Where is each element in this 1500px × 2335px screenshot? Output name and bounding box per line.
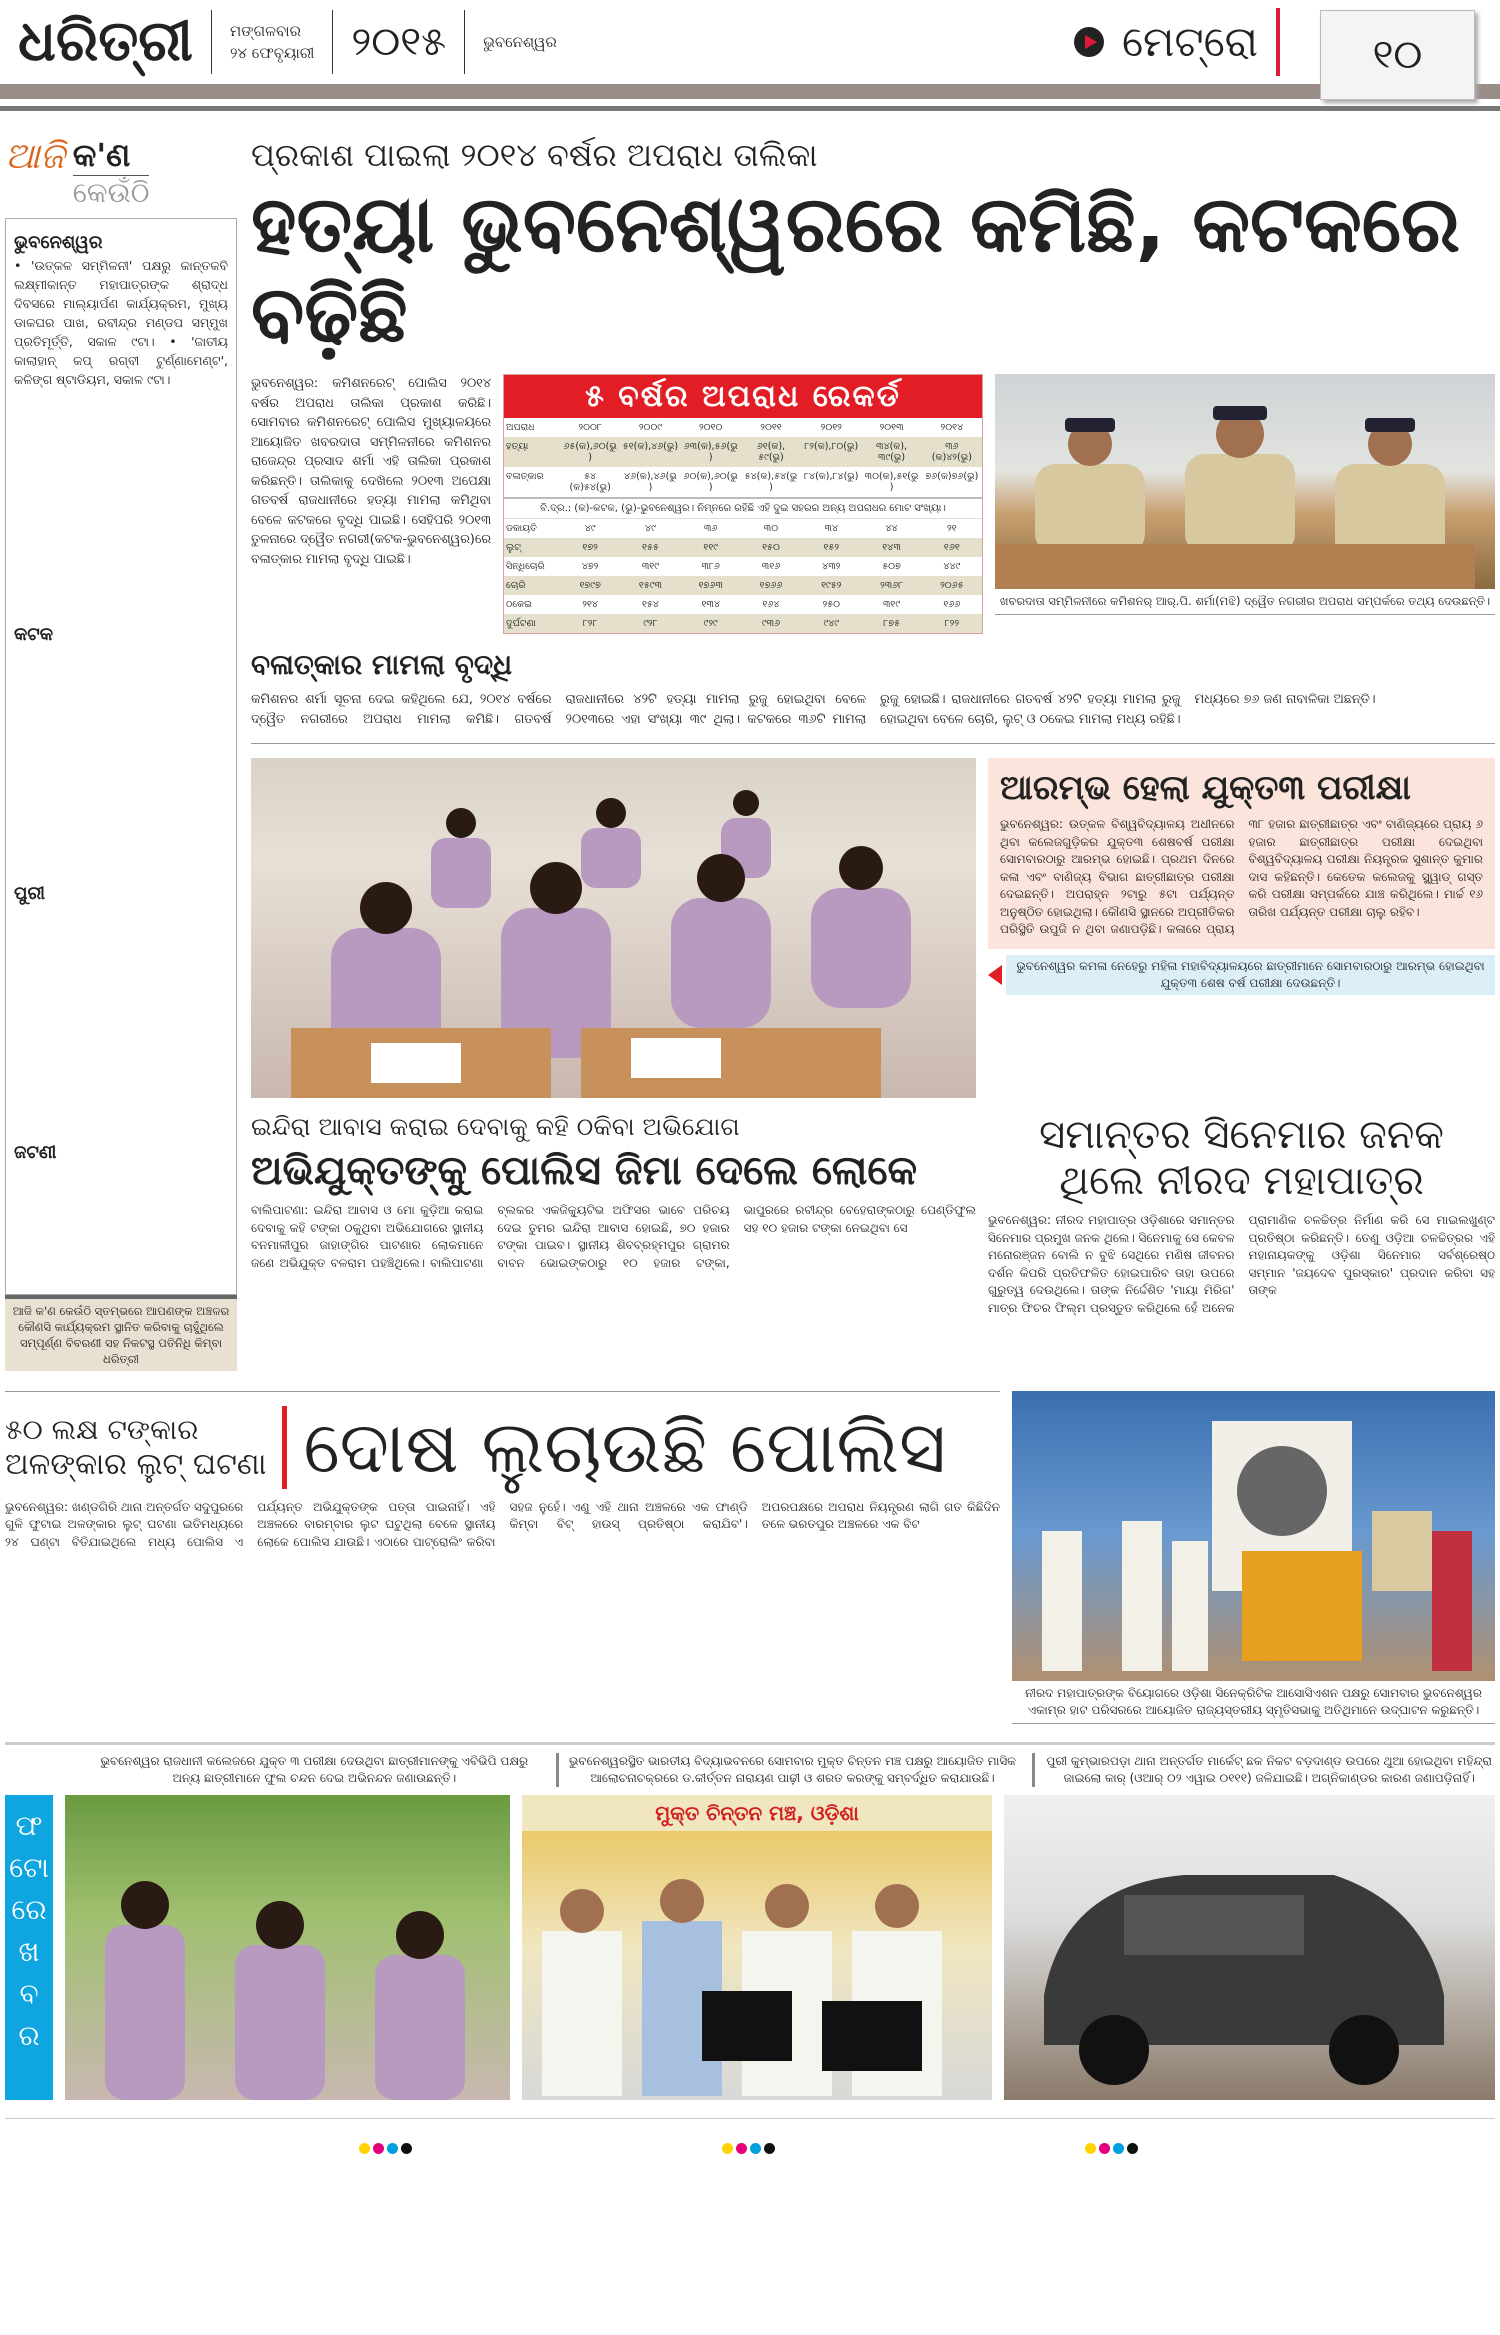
color-registration-row (5, 2118, 1495, 2178)
table-row (504, 595, 982, 614)
crime-subhead: ବଳାତ୍କାର ମାମଲା ବୃଦ୍ଧି (251, 648, 513, 682)
table-cell: ୨୦୦୯ (638, 422, 663, 434)
photo-caption-1: ଭୁବନେଶ୍ୱର ରାଜଧାନୀ କଲେଜରେ ଯୁକ୍ତ ୩ ପରୀକ୍ଷା ଦେଉଥିବା ଛାତ୍ରୀମାନଙ୍କୁ ଏବିଭିପି ପକ୍ଷରୁ ଅନ୍ୟ ଛାତ୍ରୀମାନେ ଫୁଲ ଚନ୍ଦନ ଦେଇ ଅଭିନନ୍ଦନ ଜଣାଉଛନ୍ତି। (100, 1754, 529, 1785)
table-cell: ୧୧୯ (681, 538, 741, 557)
exam-photo-caption: ଭୁବନେଶ୍ୱର କମଳା ନେହେରୁ ମହିଳା ମହାବିଦ୍ୟାଳୟରେ ଛାତ୍ରୀମାନେ ସୋମବାରଠାରୁ ଆରମ୍ଭ ହୋଇଥିବା ଯୁକ୍ତ୩ ଶେଷ ବର୍ଷ ପରୀକ୍ଷା ଦେଉଛନ୍ତି। (1006, 955, 1495, 995)
cinema-headline-line2: ଥିଲେ ନୀରଦ ମହାପାତ୍ର (1059, 1158, 1424, 1205)
issue-year: ୨୦୧୫ (351, 19, 447, 65)
table-cell: ୬୩(କ),୫୬(ଭୁ) (681, 437, 741, 467)
masthead-bar (0, 84, 1500, 99)
table-cell: ୬୫(କ),୬୦(ଭୁ) (560, 437, 620, 467)
table-bottom (504, 519, 982, 633)
table-cell: ୧୫୪ (641, 599, 659, 611)
table-cell: ୪୭୨ (581, 561, 599, 573)
table-cell: ୨୦୧୨ (820, 422, 842, 434)
table-cell: ୨୫୦ (822, 599, 841, 611)
events-column (5, 136, 237, 1371)
awas-cinema-row (251, 1112, 1495, 1317)
table-title: ୫ ବର୍ଷର ଅପରାଧ ରେକର୍ଡ (504, 375, 982, 418)
events-city: ଜଟଣୀ (14, 1142, 57, 1163)
table-cell: ୨୦୧୩ (879, 422, 904, 434)
play-icon (1074, 27, 1104, 57)
events-city: ଭୁବନେଶ୍ୱର (14, 232, 103, 253)
table-cell: ୧୫୨ (801, 538, 861, 557)
events-list (5, 218, 237, 1295)
divider (282, 1406, 287, 1489)
page-number: ୧୦ (1372, 32, 1423, 78)
table-cell: ୩୪(କ), ୩୯(ଭୁ) (861, 437, 921, 467)
table-cell: ୫୪ (କ)୫୪(ଭୁ) (569, 471, 611, 494)
table-cell: ୯୨୯ (681, 614, 741, 633)
issue-date-text: ୨୪ ଫେବୃୟାରୀ (229, 44, 315, 62)
burnt-car-photo (1004, 1795, 1495, 2100)
table-cell: ୮୨(କ),୮୦(ଭୁ) (801, 437, 861, 467)
divider (332, 10, 333, 74)
section-title: ମେଟ୍ରୋ (1122, 17, 1258, 66)
label-char: ଖ (18, 1935, 40, 1968)
events-city: ପୁରୀ (14, 883, 46, 904)
color-registration-dots (722, 2139, 778, 2158)
table-cell: ୬୦(କ),୬୦(ଭୁ) (683, 471, 738, 494)
newspaper-logo: ଧରିତ୍ରୀ (18, 9, 193, 74)
table-cell: ୨୧ (947, 523, 957, 535)
police-officers-illustration (995, 374, 1475, 589)
cinema-story (988, 1112, 1495, 1317)
table-cell: ୫୧(କ),୪୬(ଭୁ) (620, 437, 680, 467)
cinema-headline-line1: ସମାନ୍ତର ସିନେମାର ଜନକ (1039, 1112, 1444, 1159)
table-cell: ଅପରାଧ (506, 422, 535, 434)
color-registration-dots (359, 2139, 415, 2158)
table-cell: ଡକାୟତି (506, 523, 537, 535)
table-row (504, 614, 982, 633)
label-char: ଟୋ (9, 1851, 49, 1884)
loot-row (0, 1371, 1500, 1724)
table-cell: ୩୪ (824, 523, 839, 535)
table-cell: ଲୁଟ୍ (504, 538, 560, 557)
table-cell: ୧୬୪ (762, 599, 780, 611)
exam-story-box (988, 758, 1495, 949)
table-cell: ୪୯ (584, 523, 596, 535)
exam-row (251, 758, 1495, 1098)
crime-body (251, 690, 1495, 729)
burnt-car-illustration (1004, 1795, 1454, 2100)
table-cell: ୩୬ (703, 523, 718, 535)
table-cell: ୪୪ (885, 523, 898, 535)
issue-day: ମଙ୍ଗଳବାର (229, 22, 301, 40)
table-cell: ୧୬୬ (943, 599, 961, 611)
events-note: ଆଜି କ'ଣ କେଉଁଠି ସ୍ତମ୍ଭରେ ଆପଣଙ୍କ ଅଞ୍ଚଳର କୌଣସି କାର୍ଯ୍ୟକ୍ରମ ସ୍ଥାନିତ କରିବାକୁ ଚାହୁଁଥିଲେ ସମ୍ପୂର୍ଣ୍ଣ ବିବରଣୀ ସହ ନିକଟସ୍ଥ ପତିନିଧି କିମ୍ବା ଧରିତ୍ରୀ (5, 1295, 237, 1371)
table-cell: ୮୨୮ (560, 614, 620, 633)
events-title (73, 136, 150, 210)
cinema-body: ଭୁବନେଶ୍ୱର: ନୀରଦ ମହାପାତ୍ର ଓଡ଼ିଶାରେ ସମାନ୍ତର ସିନେମାର ପ୍ରମୁଖ ଜନକ ଥିଲେ। ସିନେମାକୁ ସେ କେବଳ ମନୋରଞ୍ଜନ ବୋଲି ନ ବୁଝି ସେଥିରେ ମଣିଷ ଜୀବନର ଦର୍ଶନ କିପରି ପ୍ରତିଫଳିତ ହୋଇପାରିବ ତାହା ଉପରେ ଗୁରୁତ୍ୱ ଦେଉଥିଲେ। ତାଙ୍କ ନିର୍ଦ୍ଦେଶିତ 'ମାୟା ମିରିଗ' ମାତ୍ର ଫିଚର ଫିଲ୍ମ ପ୍ରସ୍ତୁତ କରିଥିଲେ ହେଁ ଅନେକ ପ୍ରାମାଣିକ ଚଳଚ୍ଚିତ୍ର ନିର୍ମାଣ କରି ସେ ମାଇଲଖୁଣ୍ଟ ପ୍ରତିଷ୍ଠା କରିଛନ୍ତି। ତେଣୁ ଓଡ଼ିଆ ଚଳଚ୍ଚିତ୍ରର ଏହି ମହାନାୟକଙ୍କୁ ଓଡ଼ିଶା ସିନେମାର ସର୍ବଶ୍ରେଷ୍ଠ ସମ୍ମାନ 'ଜୟଦେବ ପୁରସ୍କାର' ପ୍ରଦାନ କରିବା ସହ ତାଙ୍କ (988, 1213, 1495, 1315)
crime-row (251, 374, 1495, 634)
photo-report-images (5, 1795, 1495, 2100)
memorial-photo-caption: ନୀରଦ ମହାପାତ୍ରଙ୍କ ବିୟୋଗରେ ଓଡ଼ିଶା ସିନେକ୍ରିଟିକ ଆସୋସିଏଶନ ପକ୍ଷରୁ ସୋମବାର ଭୁବନେଶ୍ୱର ଏକାମ୍ର ହାଟ ପରିସରରେ ଆୟୋଜିତ ରାଜ୍ୟସ୍ତରୀୟ ସ୍ମୃତିସଭାକୁ ଅତିଥିମାନେ ଉଦ୍‌ଘାଟନ କରୁଛନ୍ତି। (1012, 1681, 1495, 1724)
color-registration-dots (1085, 2139, 1141, 2158)
crime-record-table (503, 374, 983, 634)
photo-caption-2: ଭୁବନେଶ୍ୱରସ୍ଥିତ ଭାରତୀୟ ବିଦ୍ୟାଭବନରେ ସୋମବାର ମୁକ୍ତ ଚିନ୍ତନ ମଞ୍ଚ ପକ୍ଷରୁ ଆୟୋଜିତ ମାସିକ ଆଲୋଚନାଚକ୍ରରେ ଡ.କୀର୍ତ୍ତନ ନାରାୟଣ ପାଢ଼ୀ ଓ ଶରତ କରଙ୍କୁ ସମ୍ବର୍ଦ୍ଧିତ କରାଯାଉଛି। (556, 1753, 1019, 1787)
awas-body: ବାଲିପାଟଣା: ଇନ୍ଦିରା ଆବାସ ଓ ମୋ କୁଡ଼ିଆ କରାଇ ଦେବାକୁ କହି ଟଙ୍କା ଠକୁଥିବା ଅଭିଯୋଗରେ ସ୍ଥାନୀୟ ବନମାଳୀପୁର ଜାହାଙ୍ଗିର ପାଟଣାର ଲୋକମାନେ ଜଣେ ଅଭିଯୁକ୍ତ ବଳରାମ ପହଞ୍ଚିଥିଲେ। ବାଲିପାଟଣା ବ୍ଲକର ଏକଜିକ୍ୟୁଟିଭ ଅଫିସର ଭାବେ ପରିଚୟ ଦେଇ ତୁମର ଇନ୍ଦିରା ଆବାସ ହୋଇଛି, ୭୦ ହଜାର ଟଙ୍କା ପାଇବ। ସ୍ଥାନୀୟ ଶିବବ୍ରହ୍ମପୁର ଗ୍ରାମର ବାବନ ଭୋଇଙ୍କଠାରୁ ୧୦ ହଜାର ଟଙ୍କା, ଭାପୁରରେ ରବୀନ୍ଦ୍ର ବେହେରାଙ୍କଠାରୁ ପେଣ୍ଡିଫୁଲ ସହ ୧୦ ହଜାର ଟଙ୍କା ନେଇଥିବା ସେ (251, 1203, 976, 1270)
table-row (504, 576, 982, 595)
table-row (504, 467, 982, 497)
table-cell: ୮୪(କ),୮୪(ଭୁ) (804, 471, 859, 483)
loot-body: ଭୁବନେଶ୍ୱର: ଖଣ୍ଡଗିରି ଥାନା ଅନ୍ତର୍ଗତ ସଦୁପୁରରେ ଗୁଳି ଫୁଟାଇ ଅଳଙ୍କାର ଲୁଟ୍ ଘଟଣା ଇତିମଧ୍ୟରେ ୨୪ ଘଣ୍ଟା ବିତିଯାଇଥିଲେ ମଧ୍ୟ ପୋଲିସ ଏ ପର୍ଯ୍ୟନ୍ତ ଅଭିଯୁକ୍ତଙ୍କ ପତ୍ତା ପାଇନାହିଁ। ଏହି ଅଞ୍ଚଳରେ ବାରମ୍ବାର ଲୁଟ ଘଟୁଥିଲା ବେଳେ ସ୍ଥାନୀୟ ଲୋକେ ପୋଲିସ ଯାଉଛି। ଏଠାରେ ପାଟ୍ରୋଲିଂ କରିବା ସହଜ ନୁହେଁ। ଏଣୁ ଏହି ଥାନା ଅଞ୍ଚଳରେ ଏକ ଫାଣ୍ଡି କିମ୍ବା ବିଟ୍ ହାଉସ୍ ପ୍ରତିଷ୍ଠା କରାଯିବ'। ଅପରପକ୍ଷରେ ଅପରାଧ ନିୟନ୍ତ୍ରଣ ଲାଗି ଗତ କିଛିଦିନ ତଳେ ଭରତପୁର ଅଞ୍ଚଳରେ ଏକ ବିଟ (5, 1499, 1000, 1549)
press-photo-caption: ଖବରଦାତା ସମ୍ମିଳନୀରେ କମିଶନର୍ ଆର୍.ପି. ଶର୍ମା(ମଝି) ଦ୍ୱୈତ ନଗରୀର ଅପରାଧ ସମ୍ପର୍କରେ ତଥ୍ୟ ଦେଉଛନ୍ତି। (995, 589, 1495, 615)
photo-report (0, 1724, 1500, 2178)
crime-lead: ଭୁବନେଶ୍ୱର: କମିଶନରେଟ୍ ପୋଲିସ ୨୦୧୪ ବର୍ଷର ଅପରାଧ ତାଲିକା ପ୍ରକାଶ କରିଛି। ସୋମବାର କମିଶନରେଟ୍ ପୋଲିସ ମୁଖ୍ୟାଳୟରେ ଆୟୋଜିତ ଖବରଦାତା ସମ୍ମିଳନୀରେ କମିଶନର ରାଜେନ୍ଦ୍ର ପ୍ରସାଦ ଶର୍ମା ଏହି ତାଲିକା ପ୍ରକାଶ କରିଛନ୍ତି। ତାଲିକାକୁ ଦେଖିଲେ ୨୦୧୩ ଅପେକ୍ଷା ଗତବର୍ଷ ରାଜଧାନୀରେ ହତ୍ୟା ମାମଲା କମିଥିବା ବେଳେ କଟକରେ ବୃଦ୍ଧି ପାଇଛି। ସେହିପରି ୨୦୧୩ ତୁଳନାରେ ଦ୍ୱୈତ ନଗରୀ(କଟକ-ଭୁବନେଶ୍ୱର)ରେ ବଳାତ୍କାର ମାମଲା ବୃଦ୍ଧି ପାଇଛି। (251, 376, 491, 567)
table-cell: ଠକେଇ (506, 599, 533, 611)
table-cell: ୧୭୬୩ (681, 576, 741, 595)
felicitation-photo (522, 1795, 992, 2100)
divider (464, 10, 465, 74)
table-cell: ୯୪୯ (801, 614, 861, 633)
label-char: ର (18, 2019, 40, 2052)
exam-headline: ଆରମ୍ଭ ହେଲା ଯୁକ୍ତ୩ ପରୀକ୍ଷା (1000, 768, 1411, 809)
table-cell: ୧୭୯୭ (560, 576, 620, 595)
events-label-kenthi: କେଉଁଠି (72, 176, 150, 209)
exam-caption-row (988, 955, 1495, 995)
masthead (0, 0, 1500, 118)
loot-kicker-2: ଅଳଙ୍କାର ଲୁଟ୍ ଘଟଣା (5, 1446, 267, 1482)
page-number-badge (1320, 10, 1475, 100)
awas-story (251, 1112, 976, 1272)
loot-headline: ଦୋଷ ଲୁଚାଉଛି ପୋଲିସ (303, 1405, 946, 1489)
table-top (504, 418, 982, 497)
loot-kicker-1: ୫୦ ଲକ୍ଷ ଟଙ୍କାର (5, 1412, 199, 1446)
events-label-aaji: ଆଜି (5, 136, 65, 177)
table-row (504, 538, 982, 557)
edition-city: ଭୁବନେଶ୍ୱର (483, 33, 557, 51)
events-text: • 'ଉତ୍କଳ ସମ୍ମିଳନୀ' ପକ୍ଷରୁ କାନ୍ତକବି ଲକ୍ଷ୍ମୀକାନ୍ତ ମହାପାତ୍ରଙ୍କ ଶ୍ରାଦ୍ଧ ଦିବସରେ ମାଲ୍ୟାର୍ପଣ କାର୍ଯ୍ୟକ୍ରମ, ମୁଖ୍ୟ ଡାକଘର ପାଖ, ରବୀନ୍ଦ୍ର ମଣ୍ଡପ ସମ୍ମୁଖ ପ୍ରତିମୂର୍ତ୍ତି, ସକାଳ ୯ଟା। • 'ଜାତୀୟ କାଲାହାନ୍ କପ୍ ରଗ୍‌ବୀ ଟୁର୍ଣ୍ଣାମେଣ୍ଟ', କଳିଙ୍ଗ ଷ୍ଟାଡିୟମ, ସକାଳ ୯ଟା। (14, 258, 228, 387)
table-cell: ୮୨୨ (922, 614, 982, 633)
table-cell: ୧୫୦ (741, 538, 801, 557)
table-cell: ୧୭୬୬ (741, 576, 801, 595)
table-cell: ୫୦୭ (882, 561, 901, 573)
events-city: କଟକ (14, 624, 54, 645)
divider (211, 10, 212, 74)
divider (5, 1742, 1495, 1745)
awas-headline: ଅଭିଯୁକ୍ତଙ୍କୁ ପୋଲିସ ଜିମା ଦେଲେ ଲୋକେ (251, 1148, 918, 1195)
table-cell: ୧୫୯୩ (620, 576, 680, 595)
issue-date (230, 20, 314, 64)
table-row (504, 437, 982, 467)
students-writing-illustration (251, 758, 976, 1098)
table-cell: ୧୭୨ (560, 538, 620, 557)
caption-pointer-icon (988, 965, 1002, 985)
table-cell: ୫୪(କ),୫୪(ଭୁ) (744, 471, 798, 494)
table-cell: ୨୦୧୦ (698, 422, 723, 434)
students-illustration (65, 1795, 510, 2100)
table-cell: ୩୧୯ (882, 599, 901, 611)
table-cell: ୪୩୨ (822, 561, 841, 573)
masthead-bar (0, 106, 1500, 111)
photo-captions-row (5, 1753, 1495, 1787)
table-cell: ୨୦୦୮ (578, 422, 602, 434)
crime-kicker: ପ୍ରକାଶ ପାଇଲା ୨୦୧୪ ବର୍ଷର ଅପରାଧ ତାଲିକା (251, 136, 818, 174)
loot-story (5, 1391, 1000, 1724)
crime-body-text: କମିଶନର ଶର୍ମା ସୂଚନା ଦେଇ କହିଥିଲେ ଯେ, ୨୦୧୪ ବର୍ଷରେ ଦ୍ୱୈତ ନଗରୀରେ ଅପରାଧ ମାମଲା କମିଛି। ଗତବର୍ଷ ରାଜଧାନୀରେ ୪୨ଟି ହତ୍ୟା ମାମଲା ରୁଜୁ ହୋଇଥିବା ବେଳେ ୨୦୧୩ରେ ଏହା ସଂଖ୍ୟା ୩୯ ଥିଲା। କଟକରେ ୩୬ଟି ମାମଲା ରୁଜୁ ହୋଇଛି। ରାଜଧାନୀରେ ଗତବର୍ଷ ୪୨ଟି ହତ୍ୟା ମାମଲା ରୁଜୁ ହୋଇଥିବା ବେଳେ ଚୋରି, ଲୁଟ୍ ଓ ଠକେଇ ମାମଲା ମଧ୍ୟ ରହିଛି। ମଧ୍ୟରେ ୭୬ ଜଣ ନାବାଳିକା ଅଛନ୍ତି। (251, 692, 1376, 727)
table-cell: ୧୪୩ (861, 538, 921, 557)
table-cell: ଚୋରି (504, 576, 560, 595)
table-cell: ୯୨୮ (620, 614, 680, 633)
table-cell: ୨୦୧୧ (760, 422, 782, 434)
students-welcome-photo (65, 1795, 510, 2100)
guests-illustration (522, 1831, 992, 2096)
main-area (0, 118, 1500, 1371)
events-label-kana: କ'ଣ (73, 136, 150, 176)
table-cell: ୪୪୯ (943, 561, 961, 573)
table-cell: ୩୬ (କ)୪୨(ଭୁ) (922, 437, 982, 467)
table-row (504, 519, 982, 538)
table-cell: ବଳାତ୍କାର (506, 471, 544, 483)
table-cell: ୯୩୬ (741, 614, 801, 633)
divider (5, 1391, 1000, 1392)
label-char: ବ (19, 1977, 39, 2010)
table-cell: ଦୁର୍ଘଟଣା (504, 614, 560, 633)
table-cell: ୪୬(କ),୪୬(ଭୁ) (624, 471, 677, 494)
table-cell: ହତ୍ୟା (504, 437, 560, 467)
memorial-photo-block (1012, 1391, 1495, 1724)
table-cell: ୩୧୯ (641, 561, 659, 573)
table-cell: ୧୩୪ (701, 599, 720, 611)
main-content (251, 136, 1495, 1371)
table-cell: ୩୦ (763, 523, 779, 535)
crime-headline: ହତ୍ୟା ଭୁବନେଶ୍ୱରରେ କମିଛି, କଟକରେ ବଢ଼ିଛି (251, 180, 1460, 360)
memorial-event-illustration (1012, 1391, 1492, 1681)
table-cell: ୨୦୧୪ (940, 422, 964, 434)
table-cell: ୭୬(କ)୭୬(ଭୁ) (925, 471, 979, 483)
table-note: ବି.ଦ୍ର.: (କ)-କଟକ, (ଭୁ)-ଭୁବନେଶ୍ୱର। ନିମ୍ନରେ ରହିଛି ଏହି ଦୁଇ ସହରର ଅନ୍ୟ ଅପରାଧର ମୋଟ ସଂଖ୍ୟା। (504, 497, 982, 519)
divider (251, 743, 1495, 744)
memorial-photo (1012, 1391, 1495, 1681)
loot-header (5, 1406, 1000, 1489)
awas-kicker: ଇନ୍ଦିରା ଆବାସ କରାଇ ଦେବାକୁ କହି ଠକିବା ଅଭିଯୋଗ (251, 1112, 740, 1142)
label-char: ରେ (11, 1893, 47, 1926)
divider (1276, 8, 1280, 76)
table-row (504, 418, 982, 437)
photo-report-label (5, 1795, 53, 2100)
label-char: ଫ (15, 1809, 43, 1842)
press-photo-block (995, 374, 1495, 615)
press-conference-photo (995, 374, 1495, 589)
table-cell: ୪୯ (645, 523, 656, 535)
table-cell: ୧୯୫୨ (801, 576, 861, 595)
table-cell: ୧୫୫ (620, 538, 680, 557)
table-cell: ୨୩୬୮ (861, 576, 921, 595)
table-cell: ୬୧(କ), ୫୯(ଭୁ) (741, 437, 801, 467)
loot-kicker (5, 1413, 266, 1482)
table-cell: ୩୧୬ (761, 561, 781, 573)
photo-caption-3: ପୁରୀ କୁମ୍ଭାରପଡ଼ା ଥାନା ଅନ୍ତର୍ଗତ ମାର୍କେଟ୍ ଛକ ନିକଟ ବଡ଼ଦାଣ୍ଡ ଉପରେ ଥୁଆ ହୋଇଥିବା ମହିନ୍ଦ୍ରା ଜାଇଲୋ କାର୍ (ଓଆର୍ ୦୨ ଏୱାଇ ୦୧୧୧) ଜଳିଯାଇଛି। ଅଗ୍ନିକାଣ୍ଡର କାରଣ ଜଣାପଡ଼ିନାହିଁ। (1032, 1753, 1495, 1787)
table-cell: ୨୦୬୫ (922, 576, 982, 595)
banner-text: ମୁକ୍ତ ଚିନ୍ତନ ମଞ୍ଚ, ଓଡ଼ିଶା (522, 1795, 992, 1831)
table-cell: ୧୬୧ (922, 538, 982, 557)
table-cell: ସିନ୍ଧିଚୋରି (506, 561, 545, 573)
exam-story (988, 758, 1495, 995)
table-cell: ୩୦(କ),୫୧(ଭୁ) (864, 471, 919, 494)
table-cell: ୩୮୬ (701, 561, 720, 573)
exam-hall-photo (251, 758, 976, 1098)
events-header (5, 136, 237, 210)
table-cell: ୨୧୪ (582, 599, 599, 611)
table-row (504, 557, 982, 576)
table-cell: ୮୭୫ (861, 614, 921, 633)
exam-body: ଭୁବନେଶ୍ୱର: ଉତ୍କଳ ବିଶ୍ୱବିଦ୍ୟାଳୟ ଅଧୀନରେ ଥିବା କଲେଜଗୁଡ଼ିକର ଯୁକ୍ତ୩ ଶେଷବର୍ଷ ପରୀକ୍ଷା ସୋମବାରଠାରୁ ଆରମ୍ଭ ହୋଇଛି। ପ୍ରଥମ ଦିନରେ କଳା ଏବଂ ବାଣିଜ୍ୟ ବିଭାଗ ଛାତ୍ରୀଛାତ୍ର ପରୀକ୍ଷା ଦେଇଛନ୍ତି। ଅପରାହ୍ନ ୨ଟାରୁ ୫ଟା ପର୍ଯ୍ୟନ୍ତ ଅନୁଷ୍ଠିତ ହୋଇଥିଲା। କୌଣସି ସ୍ଥାନରେ ଅପ୍ରୀତିକର ପରିସ୍ଥିତି ଉପୁଜି ନ ଥିବା ଜଣାପଡ଼ିଛି। କଳାରେ ପ୍ରାୟ ୩୮ ହଜାର ଛାତ୍ରୀଛାତ୍ର ଏବଂ ବାଣିଜ୍ୟରେ ପ୍ରାୟ ୬ ହଜାର ଛାତ୍ରୀଛାତ୍ର ପରୀକ୍ଷା ଦେଇଥିବା ବିଶ୍ୱବିଦ୍ୟାଳୟ ପରୀକ୍ଷା ନିୟନ୍ତ୍ରକ ସୁଶାନ୍ତ କୁମାର ଦାସ କହିଛନ୍ତି। କେତେକ କଲେଜକୁ ସ୍କ୍ୱାଡ୍ ଗସ୍ତ କରି ପରୀକ୍ଷା ସମ୍ପର୍କରେ ଯାଞ୍ଚ କରିଥିଲେ। ମାର୍ଚ୍ଚ ୧୬ ତାରିଖ ପର୍ଯ୍ୟନ୍ତ ପରୀକ୍ଷା ଚାଲୁ ରହିବ। (1000, 817, 1483, 937)
